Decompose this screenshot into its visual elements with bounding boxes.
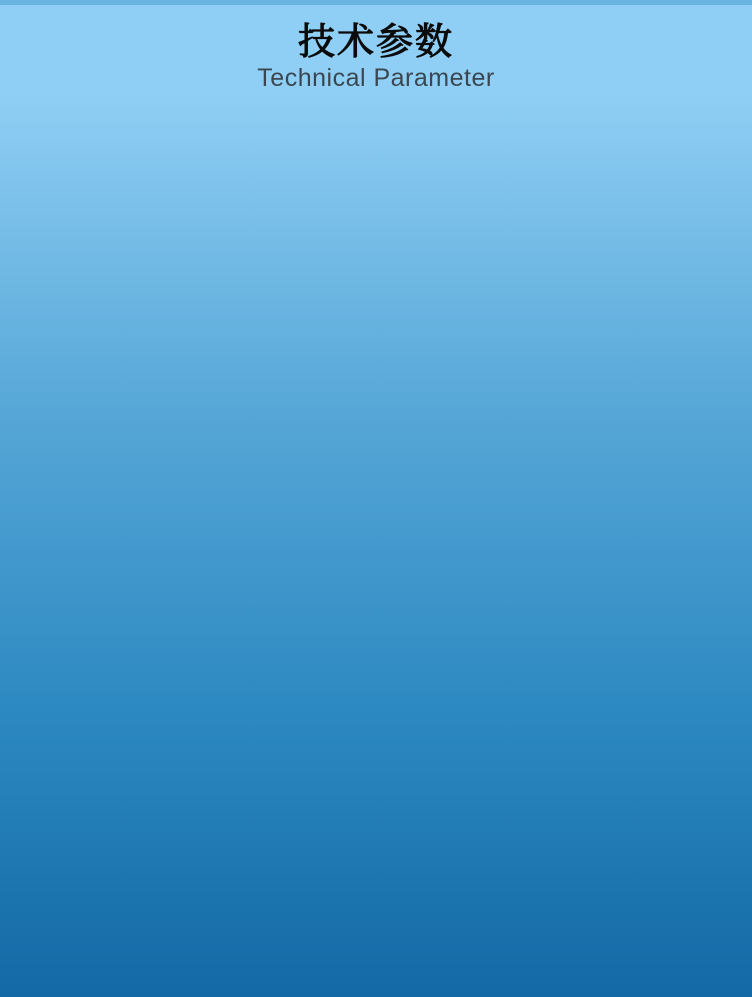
page-title: 技术参数 [298, 21, 454, 62]
page-header [0, 20, 752, 93]
page-subtitle: Technical Parameter [257, 64, 495, 93]
top-accent-strip [0, 0, 752, 5]
